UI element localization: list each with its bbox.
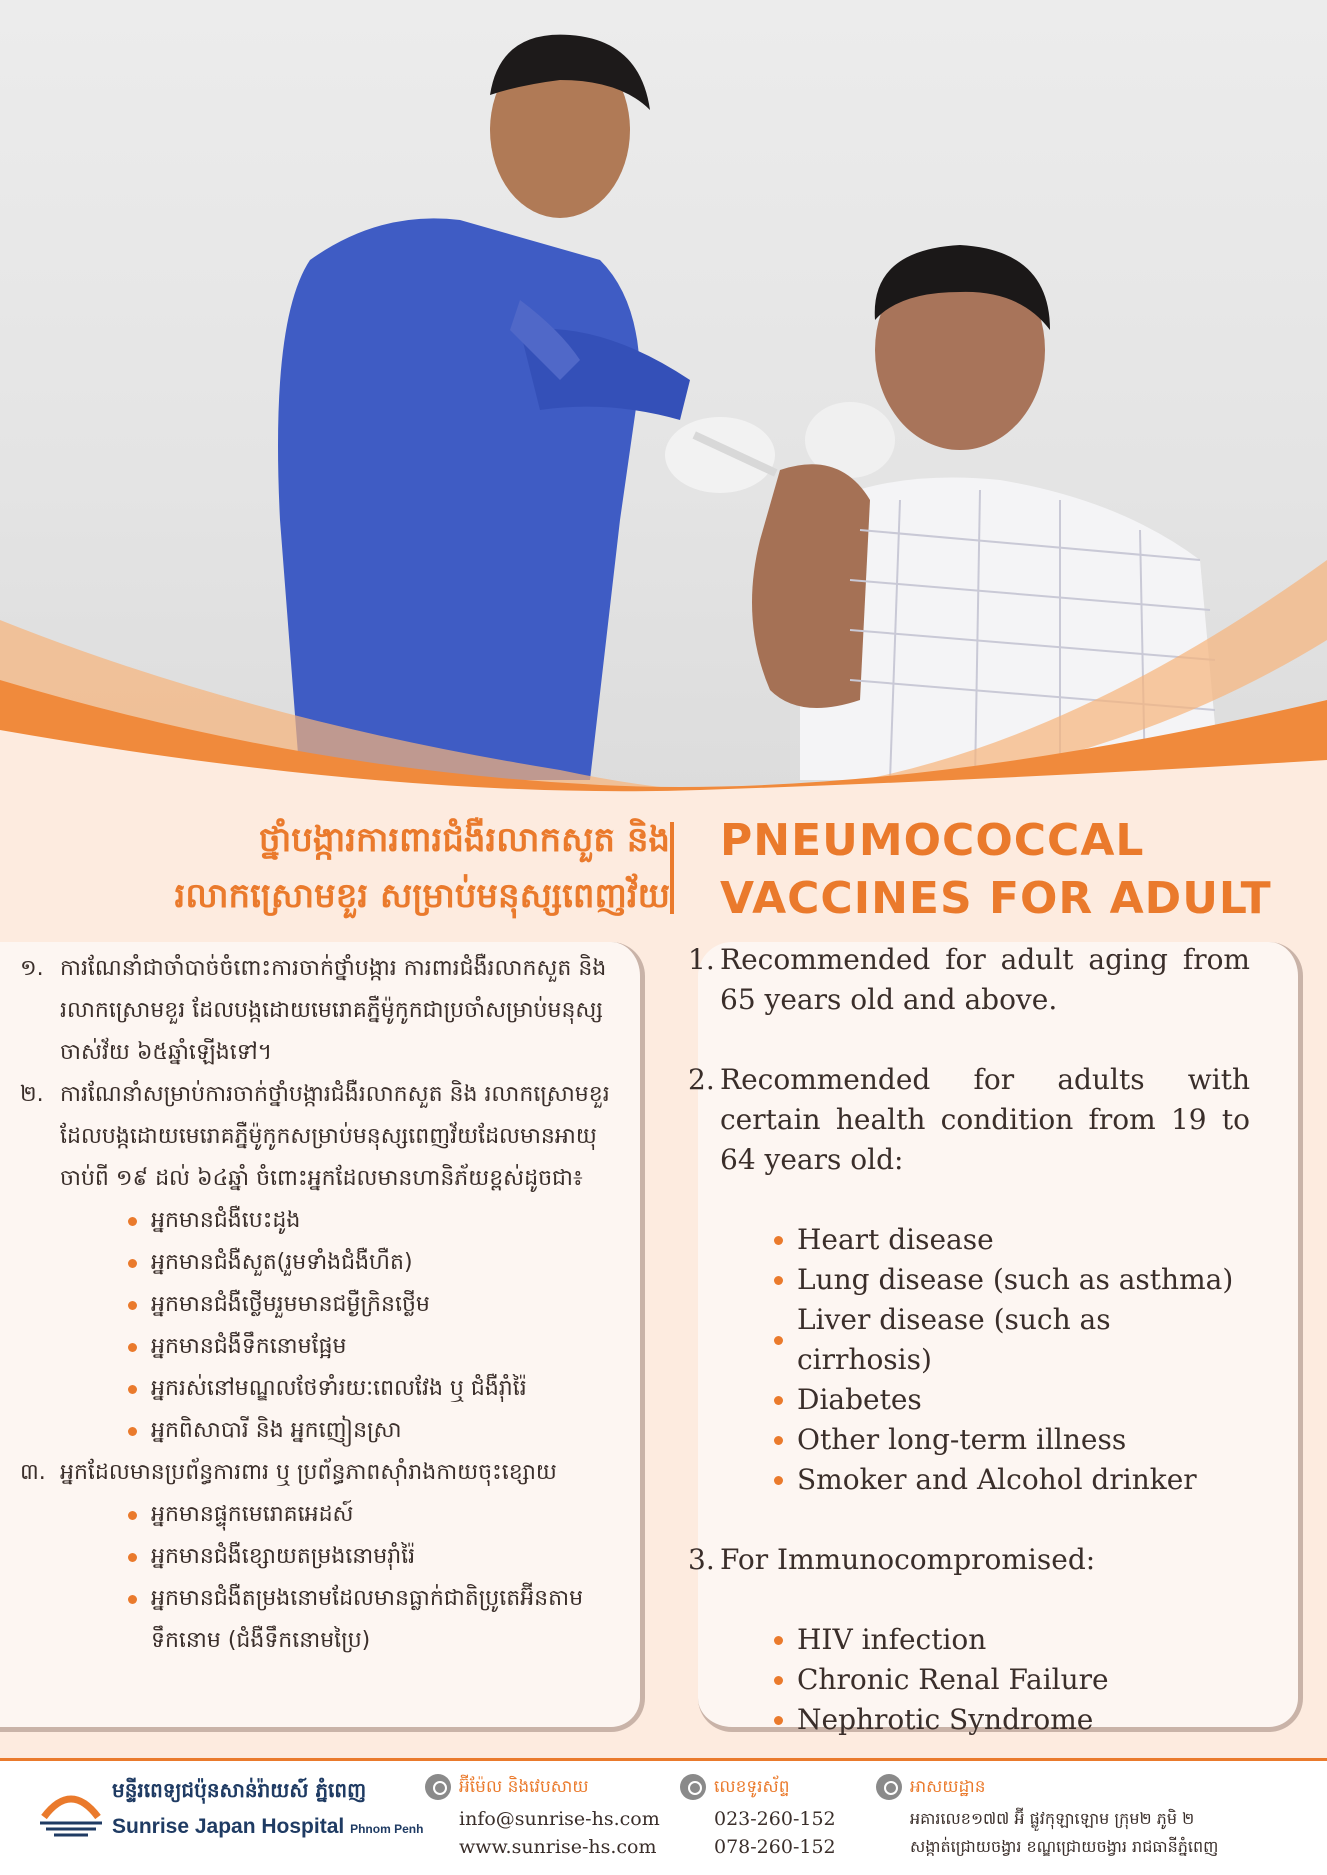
phone-number[interactable]: 023-260-152 [714, 1808, 836, 1830]
footer-phone-column [680, 1773, 836, 1861]
km-item-1 [20, 948, 630, 1074]
title-khmer [110, 812, 670, 924]
km-item-text: ការណែនាំសម្រាប់ការចាក់ថ្នាំបង្ការជំងឺរលាកសួត និង រលាកស្រោមខួរ ដែលបង្កដោយមេរោគភ្នឺម៉ូកូកសម្រាប់មនុស្សពេញវ័យដែលមានអាយុចាប់ពី ១៩ ដល់ ៦៤ឆ្នាំ ចំពោះអ្នកដែលមានហានិភ័យខ្ពស់ដូចជា៖ [60, 1082, 610, 1191]
en-sub-item: Heart disease [688, 1220, 1250, 1260]
title-english [720, 812, 1280, 928]
phone-number[interactable]: 078-260-152 [714, 1836, 836, 1858]
km-item-2 [20, 1074, 630, 1200]
globe-icon [425, 1774, 451, 1800]
km-item-number: ២. [20, 1082, 44, 1107]
en-item-number: 3. [688, 1543, 715, 1576]
title-khmer-line1: ថ្នាំបង្ការការពារជំងឺរលាកសួត និង [258, 820, 670, 860]
km-item-number: ១. [20, 956, 44, 981]
footer-email-column [425, 1773, 660, 1861]
email-link[interactable]: info@sunrise-hs.com [459, 1808, 660, 1830]
bullet-icon [774, 1396, 783, 1405]
en-item-2 [688, 1060, 1250, 1180]
bullet-icon [774, 1476, 783, 1485]
hero-photo [0, 0, 1327, 800]
bullet-icon [128, 1217, 137, 1226]
km-sub-item: អ្នកមានជំងឺតម្រងនោមដែលមានធ្លាក់ជាតិប្រូតេអ៊ីនតាមទឹកនោម (ជំងឺទឹកនោមប្រៃ) [20, 1578, 630, 1662]
address-heading: អាសយដ្ឋាន [910, 1777, 986, 1797]
website-link[interactable]: www.sunrise-hs.com [459, 1836, 657, 1858]
km-sub-item: អ្នកមានជំងឺបេះដូង [20, 1200, 630, 1242]
footer [0, 1761, 1327, 1875]
vaccination-illustration [0, 0, 1327, 800]
km-item-text: អ្នកដែលមានប្រព័ន្ធការពារ ឬ ប្រព័ន្ធភាពស៊ាំរាងកាយចុះខ្សោយ [60, 1460, 557, 1485]
phone-icon [680, 1774, 706, 1800]
km-sub-item: អ្នកមានជំងឺថ្លើមរួមមានជម្ងឺក្រិនថ្លើម [20, 1284, 630, 1326]
km-sub-item: អ្នកមានផ្ទុកមេរោគអេដស៍ [20, 1494, 630, 1536]
bullet-icon [128, 1511, 137, 1520]
bullet-icon [128, 1553, 137, 1562]
bullet-icon [128, 1301, 137, 1310]
en-sub-item: HIV infection [688, 1620, 1250, 1660]
title-khmer-line2: រលាកស្រោមខួរ សម្រាប់មនុស្សពេញវ័យ [174, 876, 670, 916]
en-sub-item: Chronic Renal Failure [688, 1660, 1250, 1700]
bullet-icon [774, 1636, 783, 1645]
en-sub-item: Nephrotic Syndrome [688, 1700, 1250, 1740]
address-line: អគារលេខ១៧៧ អ៊ី ផ្លូវកុឡាឡោម ក្រុម២ ភូមិ ២ [910, 1809, 1195, 1828]
km-item-number: ៣. [20, 1460, 46, 1485]
english-recommendations [688, 940, 1250, 1740]
km-sub-item: អ្នកមានជំងឺសួត(រួមទាំងជំងឺហឺត) [20, 1242, 630, 1284]
en-item-number: 2. [688, 1063, 715, 1096]
km-item-3 [20, 1452, 630, 1494]
address-line: សង្កាត់ជ្រោយចង្វារ ខណ្ឌជ្រោយចង្វារ រាជធានីភ្នំពេញ [910, 1837, 1219, 1856]
location-pin-icon [876, 1774, 902, 1800]
km-sub-item: អ្នកមានជំងឺទឹកនោមផ្អែម [20, 1326, 630, 1368]
title-english-line1: PNEUMOCOCCAL [720, 815, 1145, 866]
hospital-name-khmer: មន្ទីរពេទ្យជប៉ុនសាន់រ៉ាយស៍ ភ្នំពេញ [112, 1778, 367, 1802]
en-item-3 [688, 1540, 1250, 1580]
en-item-number: 1. [688, 943, 715, 976]
km-sub-item: អ្នកពិសាបារី និង អ្នកញៀនស្រា [20, 1410, 630, 1452]
bullet-icon [774, 1716, 783, 1725]
email-heading: អ៊ីម៉ែល និងវេបសាយ [459, 1777, 589, 1797]
bullet-icon [128, 1427, 137, 1436]
hospital-logo-icon [36, 1781, 106, 1841]
bullet-icon [774, 1676, 783, 1685]
en-sub-item: Liver disease (such as cirrhosis) [688, 1300, 1250, 1380]
bullet-icon [774, 1436, 783, 1445]
bullet-icon [128, 1259, 137, 1268]
bullet-icon [128, 1385, 137, 1394]
phone-heading: លេខទូរស័ព្ទ [714, 1777, 790, 1797]
en-item-text: For Immunocompromised: [720, 1543, 1096, 1576]
km-item-text: ការណែនាំជាចាំបាច់ចំពោះការចាក់ថ្នាំបង្ការ ការពារជំងឺរលាកសួត និង រលាកស្រោមខួរ ដែលបង្កដោយមេរោគភ្នឺម៉ូកូកជាប្រចាំសម្រាប់មនុស្សចាស់វ័យ ៦៥ឆ្នាំឡើងទៅ។ [60, 956, 607, 1065]
km-sub-item: អ្នកមានជំងឺខ្សោយតម្រងនោមរ៉ាំរ៉ៃ [20, 1536, 630, 1578]
khmer-recommendations [20, 948, 630, 1662]
km-sub-item: អ្នករស់នៅមណ្ឌលថែទាំរយៈពេលវែង ឬ ជំងឺរ៉ាំរ៉ៃ [20, 1368, 630, 1410]
hospital-city: Phnom Penh [350, 1822, 424, 1836]
en-sub-item: Lung disease (such as asthma) [688, 1260, 1250, 1300]
bullet-icon [128, 1343, 137, 1352]
bullet-icon [774, 1236, 783, 1245]
footer-address-column [876, 1773, 1316, 1861]
bullet-icon [128, 1595, 137, 1604]
bullet-icon [774, 1276, 783, 1285]
title-english-line2: VACCINES FOR ADULT [720, 873, 1272, 924]
en-sub-item: Diabetes [688, 1380, 1250, 1420]
en-item-text: Recommended for adult aging from 65 years old and above. [720, 943, 1250, 1016]
hospital-name-english: Sunrise Japan Hospital Phnom Penh [112, 1815, 424, 1838]
en-sub-item: Smoker and Alcohol drinker [688, 1460, 1250, 1500]
bullet-icon [774, 1336, 783, 1345]
title-divider [670, 822, 674, 914]
en-item-1 [688, 940, 1250, 1020]
en-item-text: Recommended for adults with certain health condition from 19 to 64 years old: [720, 1063, 1250, 1176]
en-sub-item: Other long-term illness [688, 1420, 1250, 1460]
